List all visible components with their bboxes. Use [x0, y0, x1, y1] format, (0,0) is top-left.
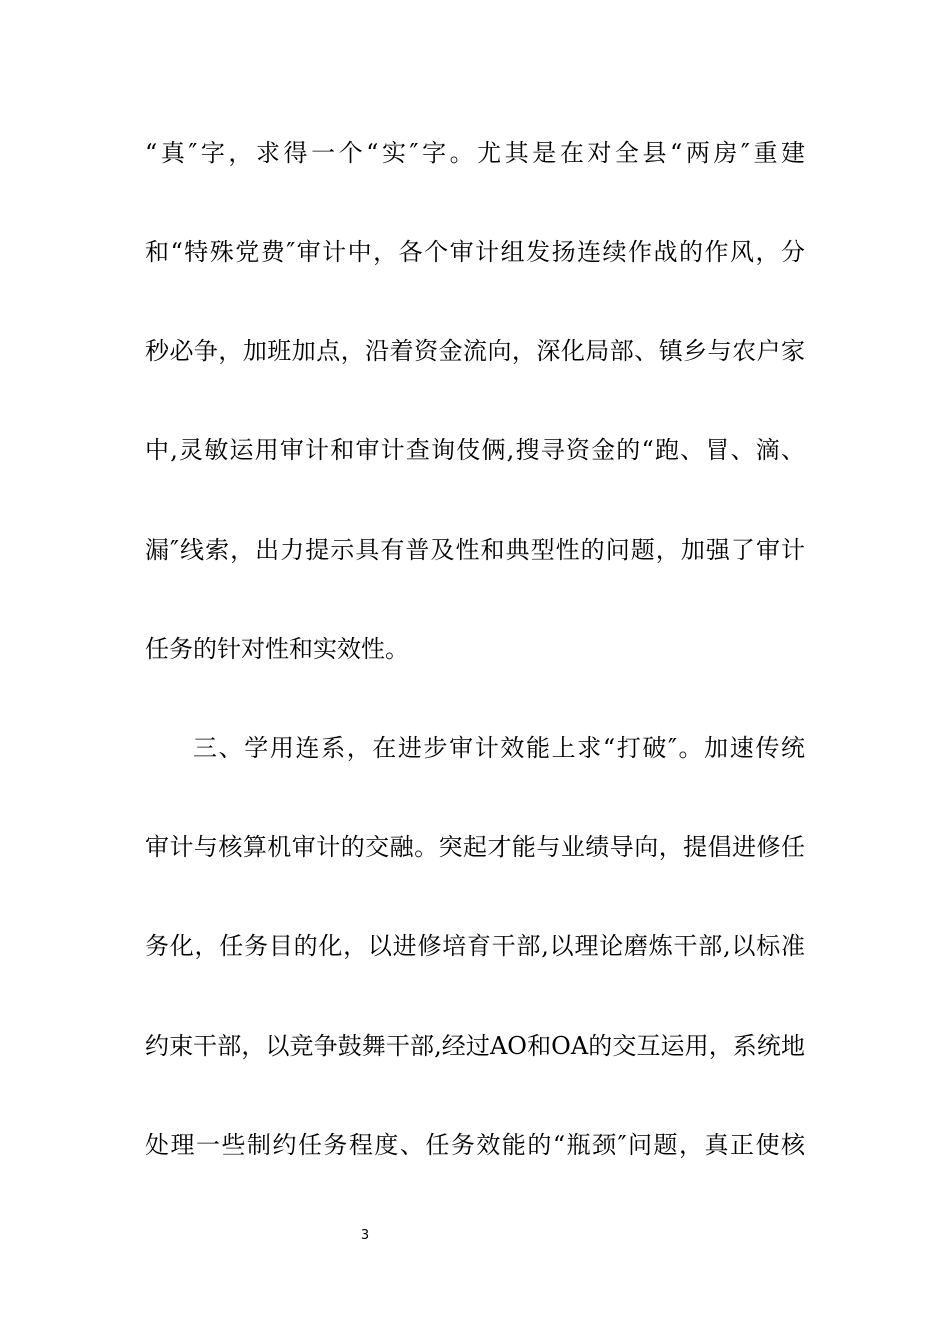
- paragraph-line: 处理一些制约任务程度、任务效能的“瓶颈″问题，真正使核: [145, 1131, 805, 1159]
- paragraph-line: 和“特殊党费″审计中，各个审计组发扬连续作战的作风，分: [145, 238, 805, 266]
- paragraph-line: 审计与核算机审计的交融。突起才能与业绩导向，提倡进修任: [145, 833, 805, 861]
- paragraph-line: “真″字，求得一个“实″字。尤其是在对全县“两房″重建: [145, 139, 805, 167]
- paragraph-line: 任务的针对性和实效性。: [145, 635, 409, 663]
- paragraph-line: 务化，任务目的化，以进修培育干部,以理论磨炼干部,以标准: [145, 932, 805, 960]
- paragraph-line: 漏″线索，出力提示具有普及性和典型性的问题，加强了审计: [145, 536, 805, 564]
- paragraph-line: 中,灵敏运用审计和审计查询伎俩,搜寻资金的“跑、冒、滴、: [145, 436, 805, 464]
- section-heading-line: 三、学用连系，在进步审计效能上求“打破″。加速传统: [193, 734, 805, 762]
- page-number: 3: [360, 1228, 370, 1243]
- paragraph-line: 约束干部，以竞争鼓舞干部,经过AO和OA的交互运用，系统地: [145, 1032, 805, 1060]
- paragraph-line: 秒必争，加班加点，沿着资金流向，深化局部、镇乡与农户家: [145, 337, 805, 365]
